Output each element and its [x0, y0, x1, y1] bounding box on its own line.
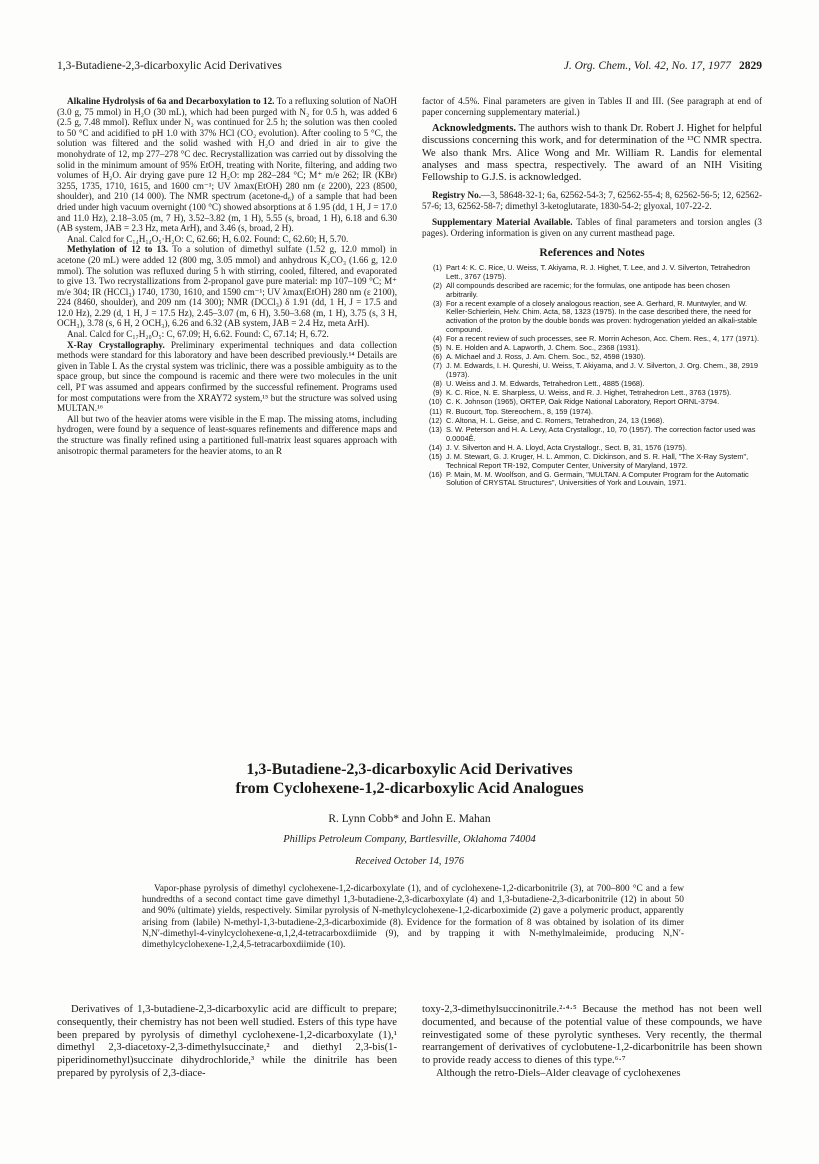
references-heading: References and Notes	[539, 246, 645, 259]
reference-text: U. Weiss and J. M. Edwards, Tetrahedron Lett., 4885 (1968).	[446, 379, 645, 389]
reference-item	[422, 335, 762, 344]
reference-text: S. W. Peterson and H. A. Levy, Acta Crystallogr., 10, 70 (1957). The correction factor used was 0.0004Ê.	[446, 424, 756, 443]
reference-text: For a recent review of such processes, see R. Morrin Acheson, Acc. Chem. Res., 4, 177 (1971).	[446, 333, 760, 343]
paragraph-acknowledgments: Acknowledgments. The authors wish to thank Dr. Robert J. Highet for helpful discussions concerning this work, and for determination of the ¹³C NMR spectra. We also thank Mrs. Alice Wong and Mr. William R. Landis for elemental analyses and mass spectra, respectively. The award of an NIH Visiting Fellowship to G.J.S. is acknowledged.	[422, 123, 762, 183]
reference-list	[422, 264, 762, 488]
reference-number: (4)	[432, 333, 442, 343]
reference-number: (12)	[428, 415, 442, 425]
reference-text: C. K. Johnson (1965), ORTEP, Oak Ridge National Laboratory, Report ORNL-3794.	[446, 397, 720, 407]
reference-text: A. Michael and J. Ross, J. Am. Chem. Soc., 52, 4598 (1930).	[446, 352, 646, 362]
reference-text: N. E. Holden and A. Lapworth, J. Chem. Soc., 2368 (1931).	[446, 342, 640, 352]
reference-item	[422, 264, 762, 281]
paragraph-anal-13: Anal. Calcd for C₁₇H₂₀O₅: C, 67.09; H, 6.62. Found: C, 67.14; H, 6.72.	[67, 329, 329, 340]
reference-text: R. Bucourt, Top. Stereochem., 8, 159 (1974).	[446, 406, 593, 416]
paragraph-hydrolysis: Alkaline Hydrolysis of 6a and Decarboxylation to 12. To a refluxing solution of NaOH (3.0 g, 75 mmol) in H₂O (30 mL), which had been purged with N₂ for 0.5 h, was added 6 (2.5 g, 7.48 mmol). Reflux under N₂ was continued for 2.5 h; the solution was then cooled to 50 °C and acidified to pH 1.0 with 37% HCl (CO₂ evolution). After cooling to 5 °C, the solution was filtered and the solid washed with H₂O and dried in air to give the monohydrate of 12, mp 277–278 °C dec. Recrystallization was carried out by dissolving the solid in the minimum amount of 95% EtOH, treating with Norite, filtering, and adding two volumes of H₂O. Air drying gave pure 12 H₂O: mp 282–284 °C; M⁺ m/e 262; IR (KBr) 3255, 1735, 1710, 1615, and 1600 cm⁻¹; UV λmax(EtOH) 280 nm (ε 2200), 223 (8500, shoulder), and 210 (14 000). The NMR spectrum (acetone-d₆) of a sample that had been dried under high vacuum overnight (100 °C) showed absorptions at δ 1.95 (dd, 1 H, J = 17.0 and 11.0 Hz), 2.18–3.05 (m, 7 H), 3.52–3.82 (m, 1 H), 5.55 (s, broad, 1 H), 6.18 and 6.30 (AB system, JAB = 2.3 Hz, meta ArH), and 3.46 (s, broad, 2 H).	[57, 96, 397, 234]
reference-number: (10)	[428, 397, 442, 407]
body-right-column	[422, 1004, 762, 1081]
reference-text: C. Altona, H. L. Geise, and C. Romers, Tetrahedron, 24, 13 (1968).	[446, 415, 665, 425]
reference-text: P. Main, M. M. Woolfson, and G. Germain, "MULTAN. A Computer Program for the Automatic Solution of CRYSTAL Structures", Universities of York and Louvain, 1971.	[446, 469, 749, 488]
reference-item	[422, 408, 762, 417]
paragraph-registry: Registry No.—3, 58648-32-1; 6a, 62562-54-3; 7, 62562-55-4; 8, 62562-56-5; 12, 62562-57-6; 13, 62562-58-7; dimethyl 3-ketoglutarate, 1830-54-2; glyoxal, 107-22-2.	[422, 190, 762, 211]
paragraph-rfactor: factor of 4.5%. Final parameters are given in Tables II and III. (See paragraph at end of paper concerning supplementary material.)	[422, 96, 762, 117]
reference-number: (3)	[432, 298, 442, 308]
paragraph-anal-12: Anal. Calcd for C₁₄H₁₄O₅·H₂O: C, 62.66; H, 6.02. Found: C, 62.60; H, 5.70.	[67, 233, 349, 244]
page-number: 2829	[739, 60, 762, 72]
paragraph-xray: X-Ray Crystallography. Preliminary experimental techniques and data collection methods were standard for this laboratory and have been described previously.¹⁴ Details are given in Table I. As the crystal system was triclinic, there was a possible ambiguity as to the space group, but since the compound is racemic and there were two molecules in the unit cell, P1̄ was assumed and appears confirmed by the successful refinement. Programs used for most computations were from the XRAY72 system,¹⁵ but the structure was solved using MULTAN.¹⁶	[57, 339, 398, 414]
reference-text: For a recent example of a closely analogous reaction, see A. Gerhard, R. Muntwyler, and W. Keller-Schierlein, Helv. Chim. Acta, 58, 1323 (1975). In the case described there, the need for activation of the proton by the double bonds was proven: hydrogenation yielded an alkali-stable compound.	[446, 298, 758, 334]
body-left-column	[57, 1004, 397, 1081]
journal-citation: J. Org. Chem., Vol. 42, No. 17, 1977 2829	[563, 60, 762, 72]
body-paragraph-1: Derivatives of 1,3-butadiene-2,3-dicarboxylic acid are difficult to prepare; consequently, their chemistry has not been well studied. Esters of this type have been prepared by pyrolysis of dimethyl cyclohexene-1,2-dicarboxylate (1),¹ dimethyl 2,3-diacetoxy-2,3-dimethylsuccinate,² and diethyl 2,3-bis(1-piperidinomethyl)succinate dihydrochloride,³ while the dinitrile has been prepared by pyrolysis of 2,3-diace-	[57, 1004, 397, 1079]
reference-number: (16)	[428, 469, 442, 479]
abstract: Vapor-phase pyrolysis of dimethyl cyclohexene-1,2-dicarboxylate (1), and of cyclohexene-1,2-dicarbonitrile (3), at 700–800 °C and a few hundredths of a second contact time gave dimethyl 1,3-butadiene-2,3-dicarboxylate (4) and 1,3-butadiene-2,3-dicarbonitrile (12) in about 50 and 90% (ultimate) yields, respectively. Similar pyrolysis of N-methylcyclohexene-1,2-dicarboximide (2) gave a polymeric product, apparently arising from (labile) N-methyl-1,3-butadiene-2,3-dicarboximide (8). Evidence for the formation of 8 was obtained by isolation of its dimer N,N′-dimethyl-4-vinylcyclohexene-α,1,2,4-tetracarboxdiimide (9), and by trapping it with N-methylmaleimide, producing N,N′-dimethylcyclohexene-1,2,4,5-tetracarboxdiimide (10).	[142, 884, 684, 951]
reference-item	[422, 471, 762, 488]
affiliation: Phillips Petroleum Company, Bartlesville, Oklahoma 74004	[283, 834, 536, 845]
received-date: Received October 14, 1976	[355, 856, 464, 867]
body-paragraph-2: Although the retro-Diels–Alder cleavage of cyclohexenes	[436, 1067, 681, 1079]
reference-item	[422, 453, 762, 470]
reference-text: J. M. Stewart, G. J. Kruger, H. L. Ammon, C. Dickinson, and S. R. Hall, "The X-Ray System", Technical Report TR-192, Computer Center, University of Maryland, 1972.	[446, 451, 749, 470]
title-line-1: 1,3-Butadiene-2,3-dicarboxylic Acid Derivatives	[246, 761, 573, 778]
running-header	[57, 60, 762, 78]
reference-number: (5)	[432, 342, 442, 352]
article-title	[0, 760, 819, 798]
reference-number: (6)	[432, 352, 442, 362]
reference-number: (13)	[428, 424, 442, 434]
authors: R. Lynn Cobb* and John E. Mahan	[328, 813, 491, 825]
reference-text: K. C. Rice, N. E. Sharpless, U. Weiss, and R. J. Highet, Tetrahedron Lett., 3763 (1975).	[446, 388, 732, 398]
reference-number: (15)	[428, 451, 442, 461]
reference-number: (2)	[432, 280, 442, 290]
reference-item	[422, 282, 762, 299]
left-column	[57, 96, 397, 456]
body-paragraph-1-cont: toxy-2,3-dimethylsuccinonitrile.²·⁴·⁵ Because the method has not been well documented, and because of the potential value of these compounds, we have reinvestigated some of these pyrolytic syntheses. Very recently, the thermal rearrangement of derivatives of cyclobutene-1,2-dicarbonitrile has been shown to provide ready access to dienes of this type.⁶·⁷	[422, 1004, 762, 1067]
reference-item	[422, 426, 762, 443]
paragraph-refinement: All but two of the heavier atoms were visible in the E map. The missing atoms, including hydrogen, were found by a sequence of least-squares refinements and difference maps and the structure was finally refined using a partitioned full-matrix least squares approach with anisotropic thermal parameters for the heavier atoms, to an R	[57, 413, 397, 456]
running-title: 1,3-Butadiene-2,3-dicarboxylic Acid Derivatives	[57, 60, 282, 72]
reference-item	[422, 398, 762, 407]
reference-text: J. V. Silverton and H. A. Lloyd, Acta Crystallogr., Sect. B, 31, 1576 (1975).	[446, 442, 687, 452]
reference-number: (8)	[432, 379, 442, 389]
reference-item	[422, 300, 762, 334]
reference-text: J. M. Edwards, I. H. Qureshi, U. Weiss, T. Akiyama, and J. V. Silverton, J. Org. Chem., 38, 2919 (1973).	[446, 361, 759, 379]
reference-number: (1)	[432, 263, 442, 273]
reference-number: (14)	[428, 442, 442, 452]
reference-text: Part 4: K. C. Rice, U. Weiss, T. Akiyama, R. J. Highet, T. Lee, and J. V. Silverton, Tetrahedron Lett., 3767 (1975).	[446, 263, 750, 281]
reference-number: (11)	[429, 406, 442, 416]
reference-item	[422, 362, 762, 379]
right-column	[422, 96, 762, 489]
reference-number: (9)	[432, 388, 442, 398]
paragraph-supplementary: Supplementary Material Available. Tables of final parameters and torsion angles (3 pages). Ordering information is given on any current masthead page.	[422, 217, 762, 238]
paragraph-methylation: Methylation of 12 to 13. To a solution of dimethyl sulfate (1.52 g, 12.0 mmol) in acetone (20 mL) were added 12 (800 mg, 3.05 mmol) and anhydrous K₂CO₃ (1.66 g, 12.0 mmol). The solution was refluxed during 5 h with stirring, cooled, filtered, and evaporated to give 13. Two recrystallizations from 2-propanol gave pure material: mp 107–109 °C; M⁺ m/e 304; IR (HCCl₃) 1740, 1730, 1610, and 1590 cm⁻¹; UV λmax(EtOH) 280 nm (ε 2100), 224 (8460, shoulder), and 209 nm (14 300); NMR (DCCl₃) δ 1.91 (dd, 1 H, J = 17.5 and 12.0 Hz), 2.29 (d, 1 H, J = 17.5 Hz), 2.45–3.07 (m, 6 H), 3.50–3.68 (m, 1 H), 3.75 (s, 3 H, OCH₃), 3.78 (s, 6 H, 2 OCH₃), 6.26 and 6.32 (AB system, JAB = 2.4 Hz, meta ArH).	[57, 244, 397, 329]
title-line-2: from Cyclohexene-1,2-dicarboxylic Acid Analogues	[235, 780, 584, 797]
reference-text: All compounds described are racemic; for the formulas, one antipode has been chosen arbitrarily.	[446, 280, 730, 299]
reference-number: (7)	[432, 361, 442, 371]
